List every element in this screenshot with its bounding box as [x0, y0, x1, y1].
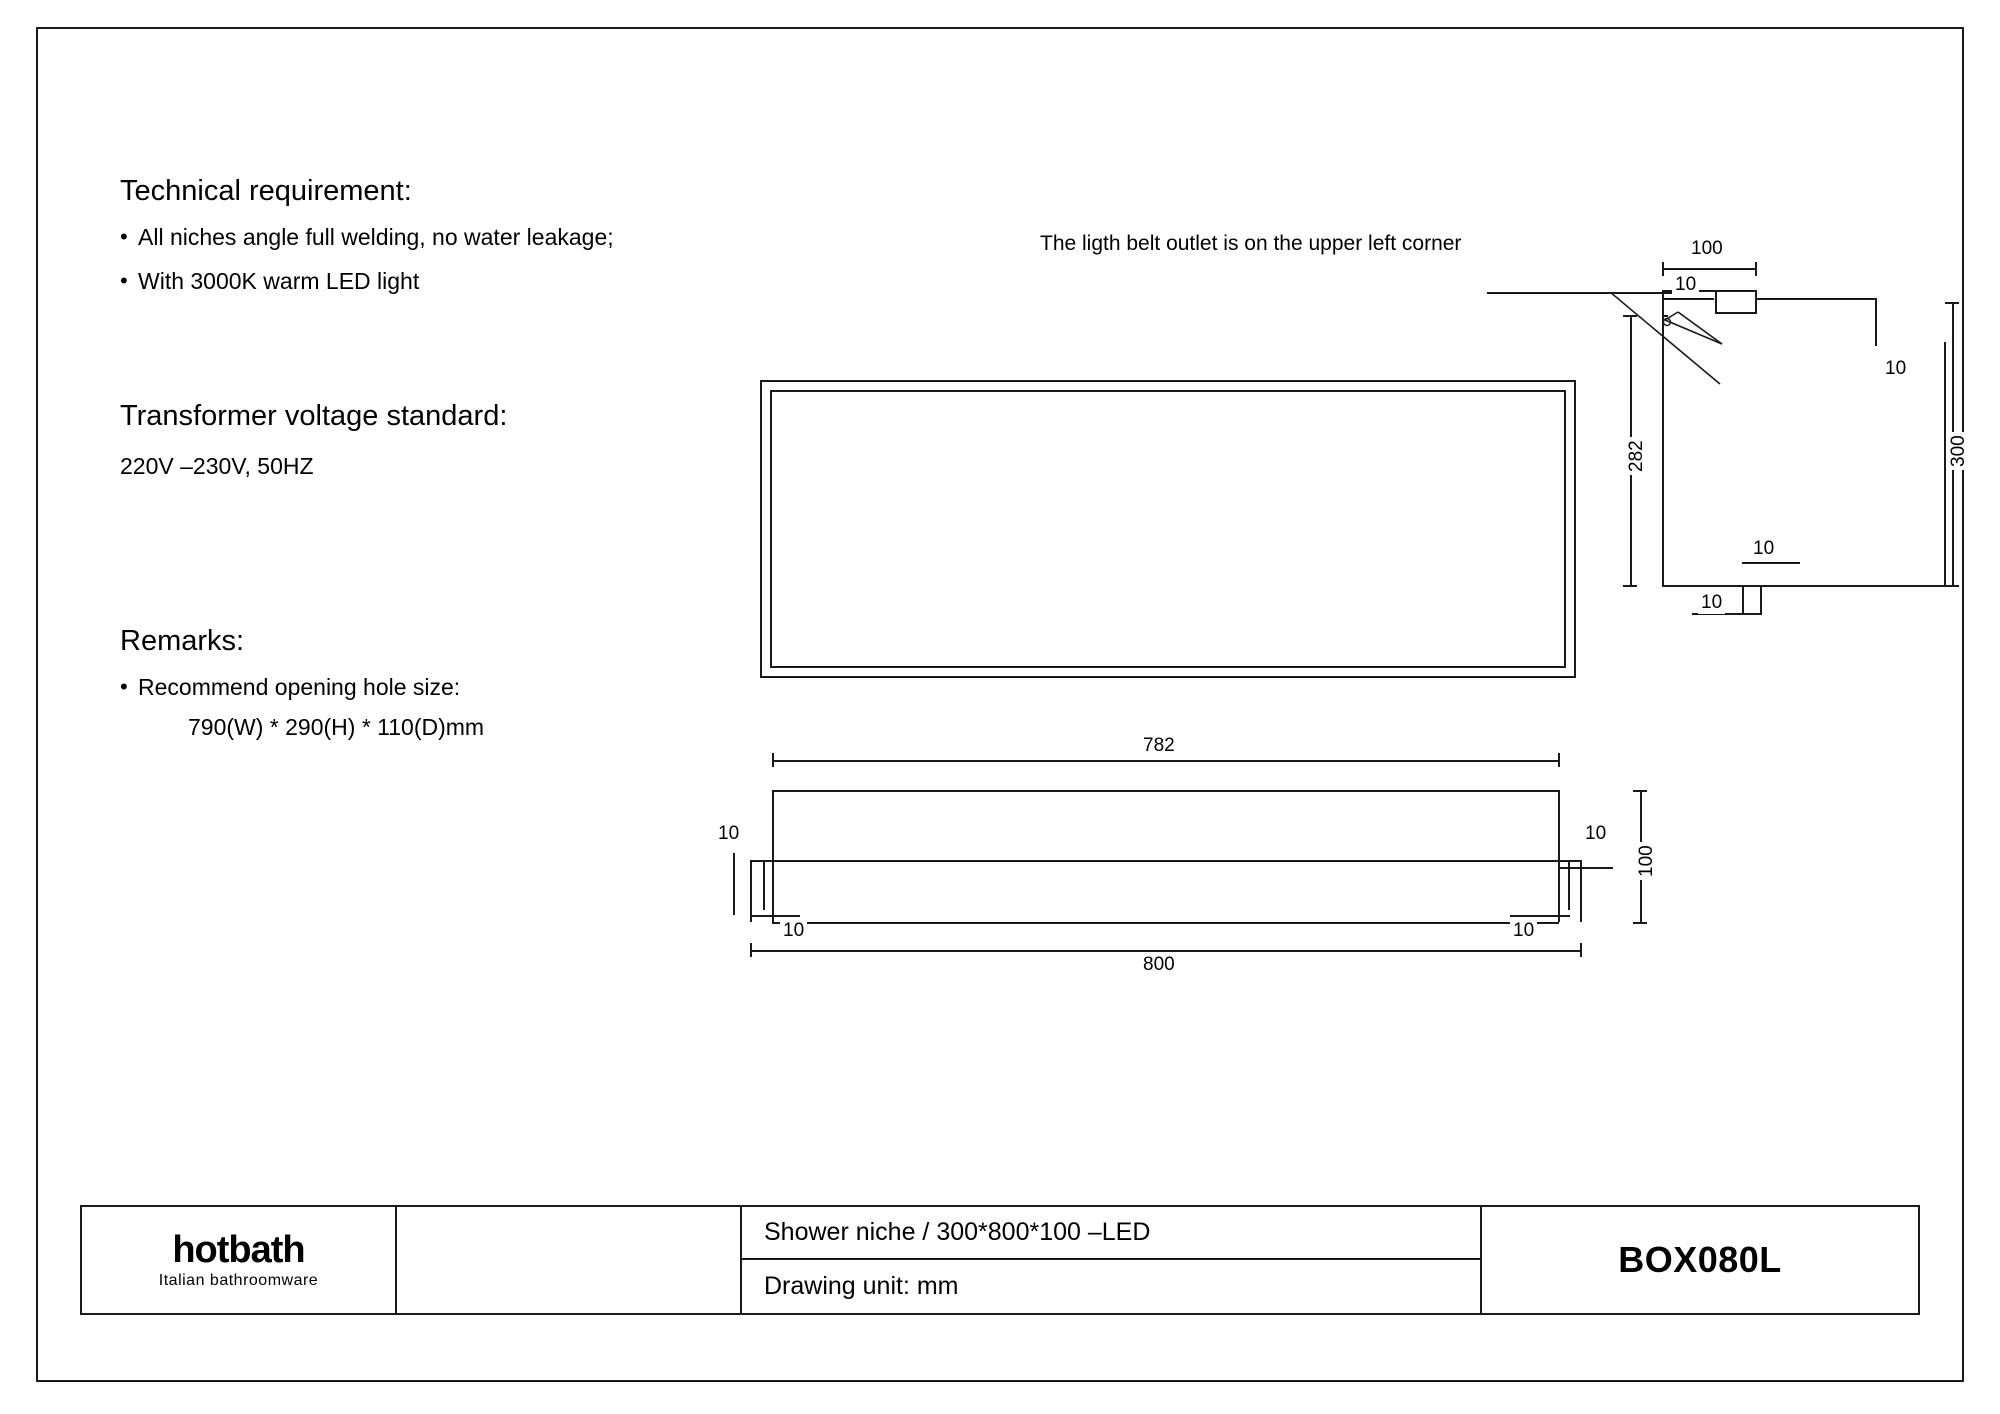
- front-view-inner-outline: [770, 390, 1566, 668]
- side-left-edge: [1662, 315, 1664, 585]
- brand-logo: [82, 1207, 397, 1313]
- side-ext-top: [1755, 298, 1877, 300]
- front-view-outline: [760, 380, 1576, 678]
- technical-requirement-heading: Technical requirement:: [120, 175, 412, 207]
- side-dim-282-tick-bottom: [1623, 585, 1637, 587]
- side-view: [1620, 238, 1969, 690]
- top-dim-10-left-horiz-line: [750, 915, 800, 917]
- side-dim-10-inner-label: 10: [1882, 358, 1909, 380]
- transformer-value: 220V –230V, 50HZ: [120, 453, 314, 479]
- top-dim-800-tick-right: [1580, 943, 1582, 957]
- top-dim-10-left-vert-line: [733, 853, 735, 915]
- remarks-heading: Remarks:: [120, 625, 245, 657]
- bullet-icon: •: [120, 224, 128, 249]
- top-dim-800-tick-left: [750, 943, 752, 957]
- side-dim-300-tick-bottom: [1945, 585, 1959, 587]
- bullet-icon: •: [120, 268, 128, 293]
- top-left-flange-top: [750, 860, 772, 862]
- side-bottom-flange-base: [1742, 613, 1762, 615]
- drawing-unit: Drawing unit: mm: [764, 1272, 959, 1300]
- product-code: BOX080L: [1618, 1239, 1782, 1280]
- top-right-flange-outer: [1580, 860, 1582, 922]
- top-dim-800-label: 800: [1140, 954, 1178, 976]
- side-dim-10-right-vert: [1875, 298, 1877, 346]
- top-left-flange-outer: [750, 860, 752, 922]
- technical-requirement-block: [120, 175, 614, 296]
- side-dim-100-line: [1662, 268, 1755, 270]
- side-right-edge: [1944, 342, 1946, 585]
- top-dim-10-left-label-a: 10: [715, 823, 742, 845]
- top-dim-10-right-label-b: 10: [1582, 823, 1609, 845]
- top-body-base-edge: [772, 922, 1559, 924]
- technical-item-0: [120, 222, 614, 252]
- side-bottom-flange-left: [1742, 585, 1744, 613]
- top-body-right-edge: [1558, 790, 1560, 922]
- top-left-flange-inner: [763, 860, 765, 910]
- logo-wordmark: hotbath: [172, 1229, 305, 1271]
- top-dim-10-right-line: [1558, 867, 1613, 869]
- top-dim-100-tick-top: [1633, 790, 1647, 792]
- top-dim-782-tick-right: [1558, 753, 1560, 767]
- top-body-top-edge: [772, 790, 1559, 792]
- side-bottom-flange-right: [1760, 585, 1762, 613]
- remarks-detail: 790(W) * 290(H) * 110(D)mm: [188, 714, 485, 740]
- technical-item-1: [120, 266, 614, 296]
- bullet-icon: •: [120, 674, 128, 699]
- side-dim-300-label: 300: [1948, 432, 1970, 470]
- top-dim-782-label: 782: [1140, 735, 1178, 757]
- light-belt-detail: [1662, 308, 1762, 353]
- logo-tagline: Italian bathroomware: [158, 1272, 319, 1289]
- side-dim-100-tick-right: [1755, 262, 1757, 276]
- title-block: [80, 1205, 1920, 1315]
- side-dim-282-tick-top: [1623, 315, 1637, 317]
- top-dim-10-left-label-b: 10: [780, 920, 807, 942]
- top-dim-10-right-horiz-line: [1510, 915, 1570, 917]
- remarks-item-label: Recommend opening hole size:: [138, 674, 461, 700]
- top-dim-800-line: [750, 950, 1580, 952]
- side-dim-10-top-line: [1662, 298, 1714, 300]
- top-dim-100-tick-bottom: [1633, 922, 1647, 924]
- side-dim-100-tick-left: [1662, 262, 1664, 276]
- top-view: [720, 735, 1670, 985]
- side-dim-10-top-label: 10: [1672, 274, 1699, 296]
- side-bottom-edge: [1662, 585, 1946, 587]
- side-dim-10-bottom-label-b: 10: [1698, 592, 1725, 614]
- title-block-description: [742, 1207, 1482, 1313]
- title-block-empty-cell: [397, 1207, 742, 1313]
- top-dim-10-right-label-a: 10: [1510, 920, 1537, 942]
- side-dim-100-label: 100: [1688, 238, 1726, 260]
- side-dim-10-bottom-label-a: 10: [1750, 538, 1777, 560]
- light-belt-callout: The ligth belt outlet is on the upper left corner: [1040, 232, 1462, 255]
- side-dim-10-bottom-line: [1742, 562, 1800, 564]
- top-body-left-edge: [772, 790, 774, 922]
- transformer-block: [120, 400, 507, 481]
- top-dim-782-tick-left: [772, 753, 774, 767]
- remarks-item-0: [120, 672, 484, 702]
- technical-item-label: All niches angle full welding, no water leakage;: [138, 224, 614, 250]
- top-dim-782-line: [772, 760, 1559, 762]
- top-body-bottom-edge: [772, 860, 1559, 862]
- product-description: Shower niche / 300*800*100 –LED: [742, 1207, 1480, 1260]
- technical-item-label: With 3000K warm LED light: [138, 268, 420, 294]
- top-dim-100-label: 100: [1636, 842, 1658, 880]
- side-dim-282-label: 282: [1626, 437, 1648, 475]
- side-dim-300-tick-top: [1945, 302, 1959, 304]
- transformer-heading: Transformer voltage standard:: [120, 400, 508, 432]
- remarks-block: [120, 625, 484, 742]
